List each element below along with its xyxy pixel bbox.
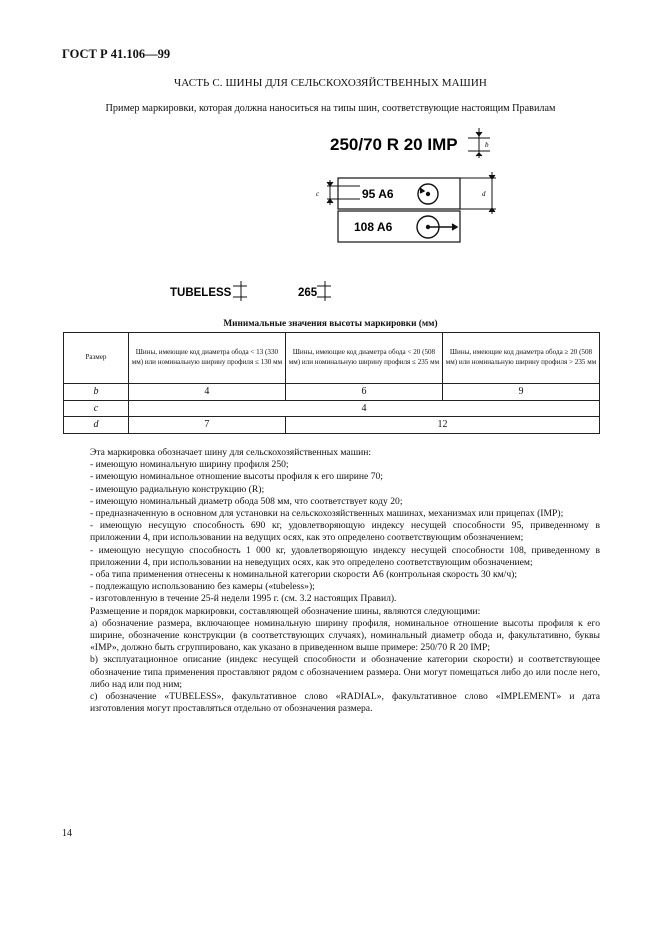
list-item: - имеющую номинальное отношение высоты профиля к его ширине 70;	[90, 471, 383, 483]
list-item: - подлежащую использованию без камеры («tubeless»);	[90, 581, 315, 593]
list-item: - изготовленную в течение 25-й недели 1995 г. (см. 3.2 настоящих Правил).	[90, 593, 397, 605]
placement-intro: Размещение и порядок маркировки, составляющей обозначение шины, являются следующими:	[90, 605, 481, 617]
table-cell: 4	[128, 400, 599, 417]
list-item: - имеющую несущую способность 690 кг, удовлетворяющую индексу несущей способности 95, приведенному в приложении 4, при использовании на ведущих осях, как это определено соответствующим обозначением;	[90, 520, 600, 544]
dimension-c-label: c	[316, 190, 320, 198]
load-speed-non-driven: 108 A6	[354, 220, 393, 234]
list-item: - предназначенную в основном для установки на сельскохозяйственных машинах, механизмах или прицепах (IMP);	[90, 508, 564, 520]
date-code-dimension-arrow	[317, 281, 331, 301]
table-header-row	[64, 333, 600, 384]
example-caption: Пример маркировки, которая должна наноситься на типы шин, соответствующие настоящим Правилам	[105, 103, 556, 114]
part-title: ЧАСТЬ С. ШИНЫ ДЛЯ СЕЛЬСКОХОЗЯЙСТВЕННЫХ МАШИН	[174, 77, 487, 89]
table-cell: 7	[128, 417, 285, 434]
list-item: - имеющую номинальный диаметр обода 508 мм, что соответствует коду 20;	[90, 495, 403, 507]
table-cell: c	[64, 400, 129, 417]
load-speed-driven: 95 A6	[362, 187, 394, 201]
load-box-upper	[338, 178, 460, 209]
dimension-c-arrow	[327, 180, 360, 205]
table-cell: b	[64, 384, 129, 401]
table-cell: 12	[285, 417, 599, 434]
table-header-cell: Шины, имеющие код диаметра обода ≥ 20 (508 мм) или номинальную ширину профиля > 235 мм	[442, 333, 599, 384]
list-item: - имеющую несущую способность 1 000 кг, удовлетворяющую индексу несущей способности 108, приведенному в приложении 4, при использовании на неведущих осях, как это определено соответствующим обозначением;	[90, 544, 600, 568]
list-item: - имеющую радиальную конструкцию (R);	[90, 483, 265, 495]
tubeless-dimension-arrow	[233, 281, 247, 301]
table-header-cell: Шины, имеющие код диаметра обода < 20 (508 мм) или номинальную ширину профиля ≤ 235 мм	[285, 333, 442, 384]
body-text	[90, 447, 600, 715]
non-driven-axle-icon	[417, 216, 457, 238]
document-code: ГОСТ Р 41.106—99	[62, 47, 171, 61]
tubeless-marking: TUBELESS	[170, 287, 232, 299]
clause-a: a) обозначение размера, включающее номинальную ширину профиля, номинальное отношение высоты профиля к его ширине, обозначение конструкции (в соответствующих случаях), номинальный диаметр обода и, факультативно, буквы «IMP», должно быть сгруппировано, как указано в приведенном выше примере: 250/70 R 20 IMP;	[90, 617, 600, 654]
page-number: 14	[62, 828, 72, 839]
driven-axle-icon	[418, 184, 438, 204]
date-code-marking: 265	[298, 287, 318, 299]
table-header-cell: Размер	[64, 333, 129, 384]
table-cell: 9	[442, 384, 599, 401]
table-row	[64, 384, 600, 401]
clause-b: b) эксплуатационное описание (индекс несущей способности и обозначение категории скорости) и соответствующее обозначение типа применения проставляют рядом с обозначением размера. Они могут помещаться либо до или после него, либо над или под ним;	[90, 654, 600, 690]
list-item: - оба типа применения отнесены к номинальной категории скорости A6 (контрольная скорость 30 км/ч);	[90, 569, 518, 581]
marking-example-figure	[0, 0, 661, 310]
table-title: Минимальные значения высоты маркировки (мм)	[223, 319, 438, 329]
dimension-d-arrow	[460, 172, 496, 214]
table-cell: 6	[285, 384, 442, 401]
dimension-d-label: d	[482, 190, 486, 198]
dimension-b-label: b	[485, 141, 489, 149]
list-item: - имеющую номинальную ширину профиля 250;	[90, 459, 289, 471]
table-cell: 4	[128, 384, 285, 401]
table-row	[64, 417, 600, 434]
table-header-cell: Шины, имеющие код диаметра обода < 13 (330 мм) или номинальную ширину профиля ≤ 130 мм	[128, 333, 285, 384]
size-marking: 250/70 R 20 IMP	[330, 135, 458, 154]
table-cell: d	[64, 417, 129, 434]
marking-height-table	[63, 332, 600, 434]
clause-c: c) обозначение «TUBELESS», факультативное слово «RADIAL», факультативное слово «IMPLEMENT» и дата изготовления могут проставляться отдельно от обозначения размера.	[90, 691, 600, 715]
body-intro: Эта маркировка обозначает шину для сельскохозяйственных машин:	[90, 447, 372, 458]
table-row	[64, 400, 600, 417]
